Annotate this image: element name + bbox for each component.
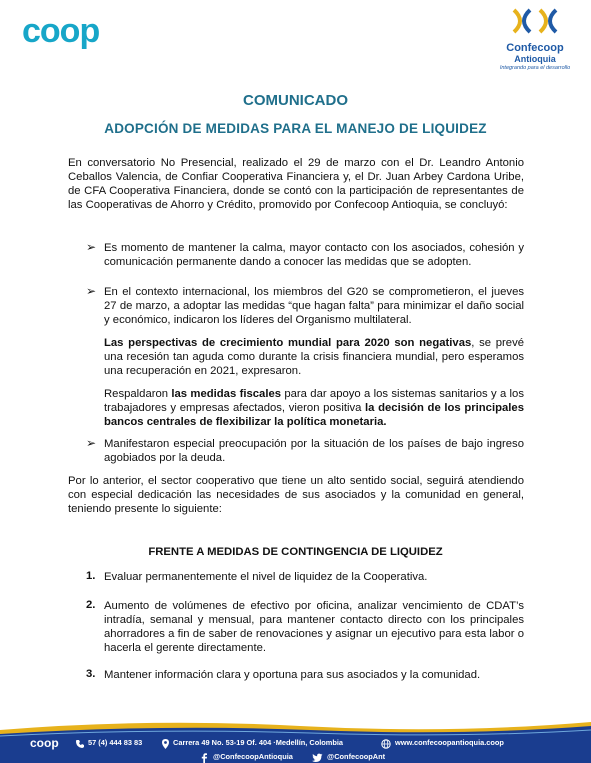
confecoop-mark-icon xyxy=(510,6,560,36)
growth-paragraph xyxy=(104,336,524,378)
footer-facebook[interactable]: @ConfecoopAntioquia xyxy=(213,752,293,761)
fiscal-c: para dar apoyo a los sistemas sanitarios y a los trabajadores y empresas afectados, vieron positiva xyxy=(104,388,524,414)
confecoop-antioquia-logo xyxy=(494,6,576,80)
footer-twitter[interactable]: @ConfecoopAnt xyxy=(327,752,386,761)
list-item-3: Mantener información clara y oportuna para sus asociados y la comunidad. xyxy=(104,669,481,681)
arrow-bullet-icon: ➢ xyxy=(86,436,97,450)
closing-paragraph: Por lo anterior, el sector cooperativo que tiene un alto sentido social, seguirá atendiendo con especial dedicación las necesidades de sus asociados y la comunidad en general, teniendo presente lo siguiente: xyxy=(68,475,524,515)
list-number-2: 2. xyxy=(86,599,96,611)
list-number-3: 3. xyxy=(86,668,96,680)
coop-logo xyxy=(22,12,112,50)
fiscal-b: las medidas fiscales xyxy=(171,388,282,400)
growth-bold: Las perspectivas de crecimiento mundial para 2020 son negativas xyxy=(104,337,472,349)
phone-icon xyxy=(75,739,85,749)
bullet-item-2: En el contexto internacional, los miembros del G20 se comprometieron, el jueves 27 de marzo, a adoptar las medidas “que hagan falta” para minimizar el daño social y económico, indicaron los líderes del Organismo multilateral. xyxy=(104,286,524,326)
globe-icon xyxy=(381,739,391,749)
fiscal-d: la decisión de los principales bancos centrales de flexibilizar la política monetaria. xyxy=(104,402,524,428)
coop-logo-text: coop xyxy=(22,12,100,50)
footer-website[interactable]: www.confecoopantioquia.coop xyxy=(395,738,504,747)
list-item-1: Evaluar permanentemente el nivel de liquidez de la Cooperativa. xyxy=(104,571,428,583)
arrow-bullet-icon: ➢ xyxy=(86,240,97,254)
intro-paragraph: En conversatorio No Presencial, realizado el 29 de marzo con el Dr. Leandro Antonio Ceballos Valencia, de Confiar Cooperativa Financiera y, el Dr. Juan Arbey Cardona Uribe, de CFA Cooperativa Financiera, donde se contó con la participación de representantes de las Cooperativas de Ahorro y Crédito, promovido por Confecoop Antioquia, se concluyó: xyxy=(68,157,524,211)
section-heading: FRENTE A MEDIDAS DE CONTINGENCIA DE LIQUIDEZ xyxy=(148,546,443,558)
page-subtitle: ADOPCIÓN DE MEDIDAS PARA EL MANEJO DE LIQUIDEZ xyxy=(104,121,487,136)
footer-coop-logo: coop xyxy=(30,736,59,750)
footer-phone: 57 (4) 444 83 83 xyxy=(88,738,143,747)
confecoop-region: Antioquia xyxy=(514,54,556,64)
arrow-bullet-icon: ➢ xyxy=(86,284,97,298)
page-title: COMUNICADO xyxy=(243,92,348,109)
fiscal-paragraph xyxy=(104,387,524,429)
list-number-1: 1. xyxy=(86,570,96,582)
bullet-item-3: Manifestaron especial preocupación por la situación de los países de bajo ingreso agobiados por la deuda. xyxy=(104,438,524,464)
confecoop-tagline: Integrando para el desarrollo xyxy=(499,65,571,71)
footer xyxy=(0,716,591,763)
facebook-icon xyxy=(200,753,209,763)
twitter-icon xyxy=(312,753,323,763)
footer-address: Carrera 49 No. 53-19 Of. 404 ·Medellín, Colombia xyxy=(173,738,344,747)
fiscal-a: Respaldaron xyxy=(104,388,172,400)
location-icon xyxy=(161,739,170,749)
growth-rest: , se prevé una recesión tan aguda como durante la crisis financiera mundial, pero esperamos una recuperación en 2021, expresaron. xyxy=(104,337,524,377)
list-item-2: Aumento de volúmenes de efectivo por oficina, analizar vencimiento de CDAT’s intradía, semanal y mensual, para mantener contacto directo con los principales ahorradores a fin de saber de renovaciones y asignar un ejecutivo para esta labor o hacerla el gerente directamente. xyxy=(104,600,524,654)
confecoop-name: Confecoop xyxy=(506,42,564,54)
bullet-item-1: Es momento de mantener la calma, mayor contacto con los asociados, cohesión y comunicación permanente dando a conocer las medidas que se adopten. xyxy=(104,242,524,268)
